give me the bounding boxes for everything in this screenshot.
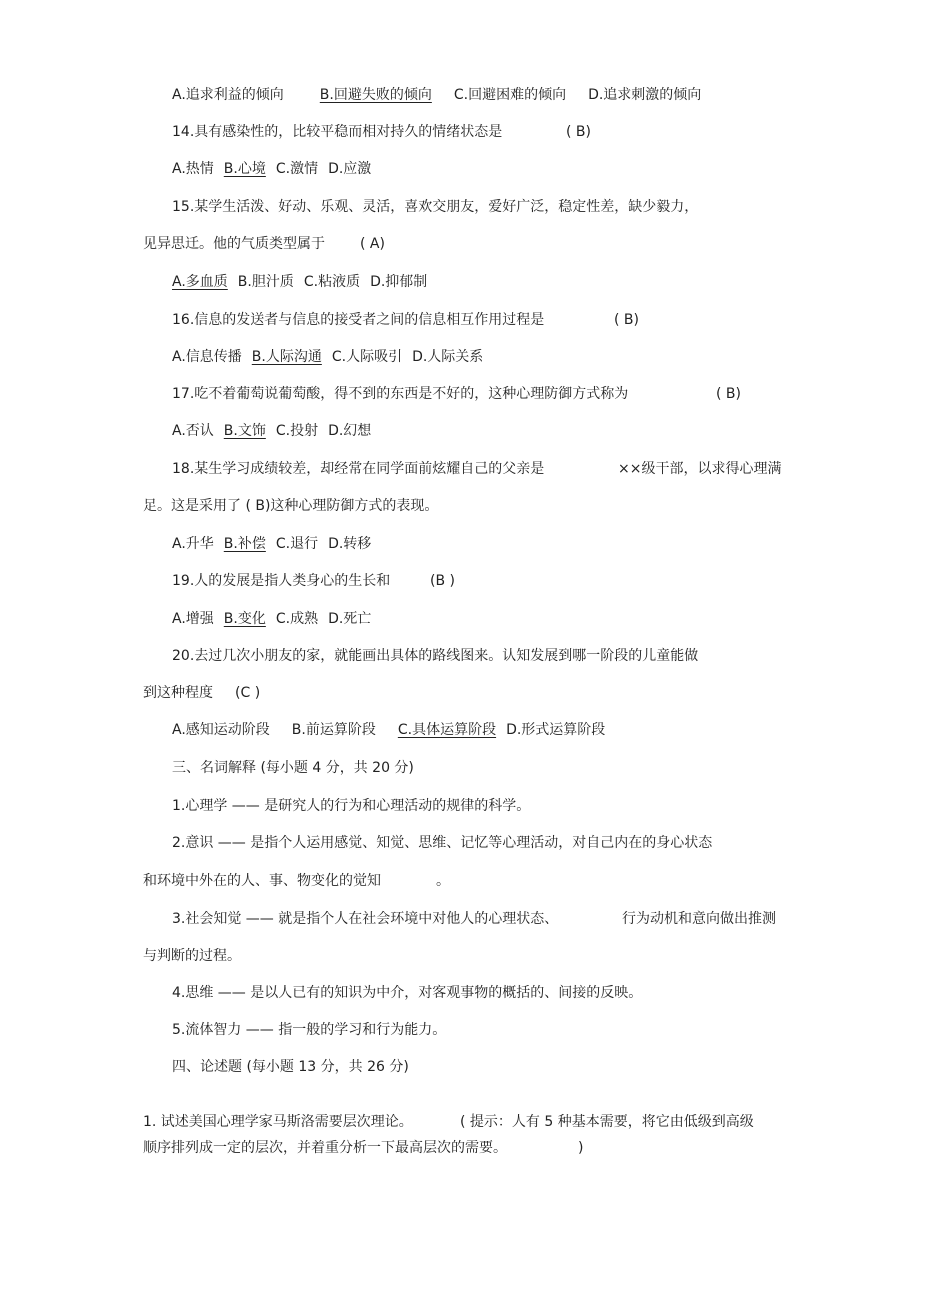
q18-option-a: A.升华 — [172, 536, 214, 552]
q14-option-b-answer: B.心境 — [223, 161, 266, 177]
q14-stem: 14.具有感染性的，比较平稳而相对持久的情绪状态是 — [172, 124, 503, 140]
q16-option-b-answer: B.人际沟通 — [251, 349, 322, 365]
essay-1-close-paren: ) — [578, 1140, 584, 1156]
q13-option-c: C.回避困难的倾向 — [453, 87, 567, 103]
q20-option-c-answer: C.具体运算阶段 — [397, 722, 497, 738]
q20-stem-line1: 20.去过几次小朋友的家，就能画出具体的路线图来。认知发展到哪一阶段的儿童能做 — [172, 648, 699, 664]
q13-options — [172, 85, 701, 105]
essay-1-line2: 顺序排列成一定的层次，并着重分析一下最高层次的需要。 — [143, 1140, 507, 1156]
term-3-line2: 与判断的过程。 — [143, 948, 241, 964]
q15-answer: ( A) — [360, 236, 385, 252]
q15-option-d: D.抑郁制 — [370, 274, 428, 290]
term-2-period: 。 — [436, 873, 450, 889]
q13-option-a: A.追求利益的倾向 — [172, 87, 284, 103]
section3-heading: 三、名词解释 (每小题 4 分，共 20 分) — [172, 760, 414, 776]
q20-answer: (C ) — [235, 685, 261, 701]
q17-option-a: A.否认 — [172, 423, 214, 439]
q16-option-d: D.人际关系 — [412, 349, 484, 365]
q17-options — [172, 421, 371, 441]
q18-options — [172, 534, 371, 554]
q16-option-c: C.人际吸引 — [331, 349, 403, 365]
q15-options — [172, 272, 427, 292]
q18-option-b-answer: B.补偿 — [223, 536, 266, 552]
q15-option-c: C.粘液质 — [303, 274, 361, 290]
q17-stem: 17.吃不着葡萄说葡萄酸，得不到的东西是不好的，这种心理防御方式称为 — [172, 386, 629, 402]
q20-option-b: B.前运算阶段 — [291, 722, 376, 738]
essay-1-line1: 1. 试述美国心理学家马斯洛需要层次理论。 — [143, 1114, 413, 1130]
term-2-line1: 2.意识 —— 是指个人运用感觉、知觉、思维、记忆等心理活动，对自己内在的身心状态 — [172, 835, 713, 851]
q14-answer: ( B) — [566, 124, 591, 140]
q14-option-c: C.激情 — [275, 161, 319, 177]
q18-stem-line2: 足。这是采用了 ( B)这种心理防御方式的表现。 — [143, 498, 439, 514]
section4-heading: 四、论述题 (每小题 13 分，共 26 分) — [172, 1059, 409, 1075]
term-5: 5.流体智力 —— 指一般的学习和行为能力。 — [172, 1022, 447, 1038]
q15-option-a-answer: A.多血质 — [172, 274, 228, 290]
q16-options — [172, 347, 483, 367]
q19-option-b-answer: B.变化 — [223, 611, 266, 627]
essay-1-hint: ( 提示：人有 5 种基本需要，将它由低级到高级 — [460, 1114, 754, 1130]
q19-options — [172, 609, 371, 629]
q17-option-d: D.幻想 — [328, 423, 372, 439]
q20-option-a: A.感知运动阶段 — [172, 722, 270, 738]
q13-option-b-answer: B.回避失败的倾向 — [319, 87, 432, 103]
q19-option-c: C.成熟 — [275, 611, 319, 627]
q19-option-d: D.死亡 — [328, 611, 372, 627]
q15-stem-line2: 见异思迁。他的气质类型属于 — [143, 236, 325, 252]
q18-stem-line1-end: ××级干部，以求得心理满 — [618, 461, 782, 477]
q14-options — [172, 159, 371, 179]
term-4: 4.思维 —— 是以人已有的知识为中介，对客观事物的概括的、间接的反映。 — [172, 985, 643, 1001]
q18-option-c: C.退行 — [275, 536, 319, 552]
q15-option-b: B.胆汁质 — [237, 274, 294, 290]
term-2-line2: 和环境中外在的人、事、物变化的觉知 — [143, 873, 381, 889]
term-3-line1-end: 行为动机和意向做出推测 — [622, 911, 776, 927]
q17-answer: ( B) — [716, 386, 741, 402]
q17-option-b-answer: B.文饰 — [223, 423, 266, 439]
q20-options — [172, 720, 605, 740]
q16-option-a: A.信息传播 — [172, 349, 242, 365]
q17-option-c: C.投射 — [275, 423, 319, 439]
q14-option-d: D.应激 — [328, 161, 372, 177]
q20-stem-line2: 到这种程度 — [143, 685, 213, 701]
q19-stem: 19.人的发展是指人类身心的生长和 — [172, 573, 391, 589]
q16-stem: 16.信息的发送者与信息的接受者之间的信息相互作用过程是 — [172, 312, 545, 328]
q15-stem-line1: 15.某学生活泼、好动、乐观、灵活，喜欢交朋友，爱好广泛，稳定性差，缺少毅力， — [172, 199, 699, 215]
q19-option-a: A.增强 — [172, 611, 214, 627]
q13-option-d: D.追求刺激的倾向 — [588, 87, 702, 103]
q18-option-d: D.转移 — [328, 536, 372, 552]
q16-answer: ( B) — [614, 312, 639, 328]
q14-option-a: A.热情 — [172, 161, 214, 177]
q19-answer: (B ) — [430, 573, 455, 589]
term-3-line1: 3.社会知觉 —— 就是指个人在社会环境中对他人的心理状态、 — [172, 911, 559, 927]
term-1: 1.心理学 —— 是研究人的行为和心理活动的规律的科学。 — [172, 798, 531, 814]
q18-stem-line1: 18.某生学习成绩较差，却经常在同学面前炫耀自己的父亲是 — [172, 461, 545, 477]
q20-option-d: D.形式运算阶段 — [506, 722, 606, 738]
